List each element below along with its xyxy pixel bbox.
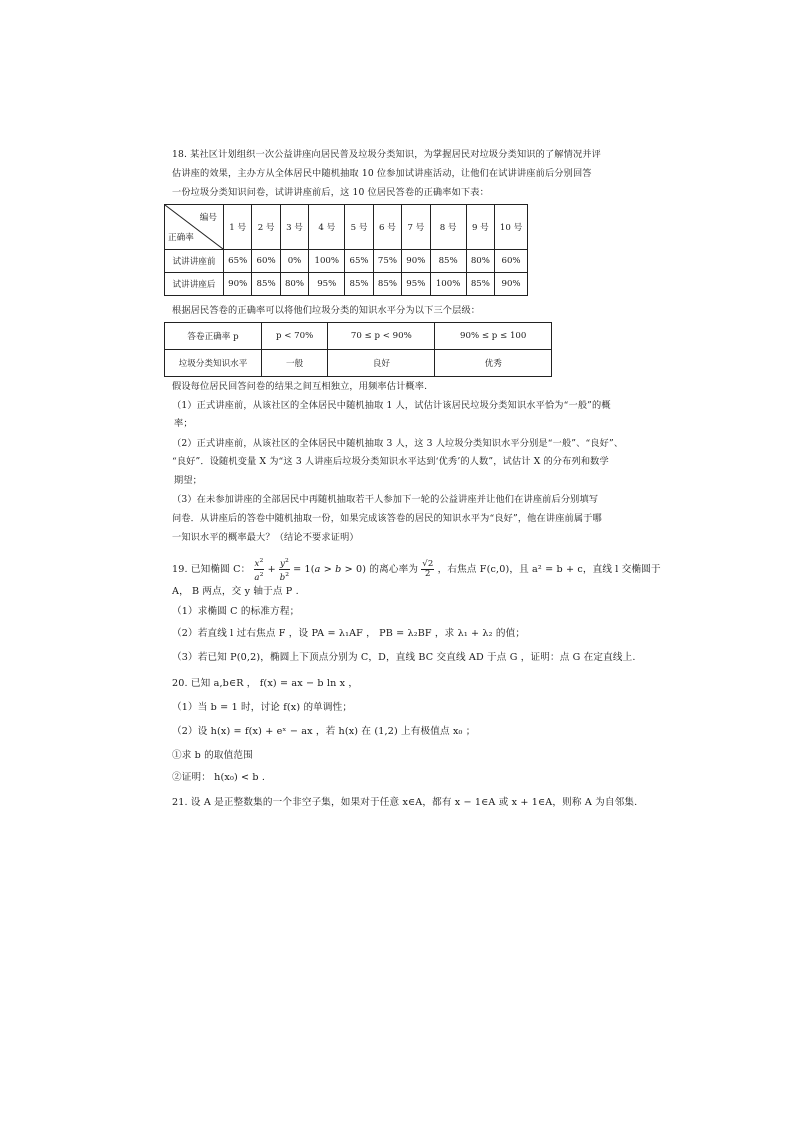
- table-header: 2 号: [252, 205, 280, 250]
- table-cell: 80%: [466, 250, 494, 273]
- q19-line-2: A， B 两点，交 y 轴于点 P .: [172, 586, 299, 597]
- table-cell: 90% ≤ p ≤ 100: [435, 323, 552, 350]
- table-cell: 90%: [402, 250, 430, 273]
- q18-part3-cont2: 一知识水平的概率最大？（结论不要求证明）: [172, 532, 359, 543]
- table-cell: 答卷正确率 p: [165, 323, 262, 350]
- corner-label-number: 编号: [199, 213, 217, 223]
- table-header: 1 号: [224, 205, 252, 250]
- q20-part1: （1）当 b = 1 时，讨论 f(x) 的单调性；: [172, 702, 353, 713]
- table-row: [165, 273, 528, 296]
- table-corner-cell: [165, 205, 224, 250]
- table-cell: 一般: [262, 350, 328, 377]
- q18-part1: （1）正式讲座前，从该社区的全体居民中随机抽取 1 人，试估计该居民垃圾分类知识水平恰为“一般”的概: [172, 400, 611, 411]
- table-cell: 85%: [430, 250, 466, 273]
- q19-part1: （1）求椭圆 C 的标准方程；: [172, 606, 300, 617]
- q19-part2: （2）若直线 l 过右焦点 F ，设 PA = λ₁AF ， PB = λ₂BF ，求 λ₁ + λ₂ 的值；: [172, 628, 526, 639]
- table-header: 9 号: [466, 205, 494, 250]
- q18-assumption: 假设每位居民回答问卷的结果之间互相独立，用频率估计概率.: [172, 381, 428, 392]
- table-header: 7 号: [402, 205, 430, 250]
- q20-sub2: ②证明： h(x₀) < b .: [172, 772, 266, 783]
- table-cell: 65%: [224, 250, 252, 273]
- table-header: 8 号: [430, 205, 466, 250]
- table-cell: 85%: [252, 273, 280, 296]
- table-cell: 0%: [280, 250, 308, 273]
- table-cell: 70 ≤ p < 90%: [328, 323, 435, 350]
- table-cell: 95%: [402, 273, 430, 296]
- q20-part2: （2）设 h(x) = f(x) + eˣ − ax ，若 h(x) 在 (1,2) 上有极值点 x₀ ；: [172, 726, 476, 737]
- table-cell: 100%: [430, 273, 466, 296]
- q18-part1-cont: 率；: [174, 418, 193, 429]
- q18-between: 根据居民答卷的正确率可以将他们垃圾分类的知识水平分为以下三个层级：: [172, 305, 481, 316]
- q18-line-1: 18. 某社区计划组织一次公益讲座向居民普及垃圾分类知识，为掌握居民对垃圾分类知识的了解情况并评: [172, 149, 601, 160]
- q19-intro-b: 的离心率为: [369, 563, 419, 575]
- table-cell: 良好: [328, 350, 435, 377]
- table-header: 3 号: [280, 205, 308, 250]
- row-label: 试讲讲座后: [165, 273, 224, 296]
- q19-intro-c: ，右焦点 F(c,0)，且 a² = b + c，直线 l 交椭圆于: [437, 563, 661, 575]
- row-label: 试讲讲座前: [165, 250, 224, 273]
- level-table: [164, 322, 552, 377]
- fraction: $\frac{x^2}{a^2}$: [254, 557, 264, 583]
- table-row: [165, 250, 528, 273]
- q18-part2: （2）正式讲座前，从该社区的全体居民中随机抽取 3 人，这 3 人垃圾分类知识水平分别是“一般”、“良好”、: [172, 438, 624, 449]
- q18-part2-cont: “良好”．设随机变量 X 为“这 3 人讲座后垃圾分类知识水平达到‘优秀’的人数”，试估计 X 的分布列和数学: [172, 456, 609, 467]
- table-cell: 75%: [373, 250, 401, 273]
- table-cell: 90%: [224, 273, 252, 296]
- table-header: 4 号: [309, 205, 345, 250]
- table-cell: 100%: [309, 250, 345, 273]
- fraction: $\frac{y^2}{b^2}$: [279, 557, 290, 583]
- q20-sub1: ①求 b 的取值范围: [172, 750, 253, 761]
- table-header: 6 号: [373, 205, 401, 250]
- table-cell: p < 70%: [262, 323, 328, 350]
- q18-line-3: 一份垃圾分类知识问卷，试讲讲座前后，这 10 位居民答卷的正确率如下表：: [172, 187, 489, 198]
- table-header: 5 号: [345, 205, 373, 250]
- corner-label-accuracy: 正确率: [168, 233, 194, 243]
- table-cell: 80%: [280, 273, 308, 296]
- accuracy-table: [164, 204, 528, 296]
- table-cell: 85%: [345, 273, 373, 296]
- q18-part3-cont: 问卷．从讲座后的答卷中随机抽取一份，如果完成该答卷的居民的知识水平为“良好”，他在讲座前属于哪: [172, 513, 602, 524]
- table-cell: 90%: [495, 273, 528, 296]
- table-cell: 60%: [252, 250, 280, 273]
- q19-part3: （3）若已知 P(0,2)，椭圆上下顶点分别为 C，D，直线 BC 交直线 AD 于点 G ，证明：点 G 在定直线上.: [172, 652, 636, 663]
- table-cell: 60%: [495, 250, 528, 273]
- table-cell: 65%: [345, 250, 373, 273]
- q19-intro-a: 19. 已知椭圆 C：: [172, 563, 251, 575]
- table-cell: 垃圾分类知识水平: [165, 350, 262, 377]
- q18-part2-cont2: 期望；: [174, 475, 203, 486]
- q19-intro: 19. 已知椭圆 C： $\frac{x^2}{a^2}$ + $\frac{y^2}{b^2}$ = 1(a > b > 0) 的离心率为 $\frac{√2}{2}$ ，右焦点 F(c,0)，且 a² = b + c，直线 l 交椭圆于: [172, 557, 661, 583]
- table-cell: 85%: [373, 273, 401, 296]
- q20-intro: 20. 已知 a,b∈R ， f(x) = ax − b ln x ，: [172, 678, 359, 689]
- table-row: [165, 323, 552, 350]
- table-cell: 95%: [309, 273, 345, 296]
- table-header: 10 号: [495, 205, 528, 250]
- table-cell: 85%: [466, 273, 494, 296]
- table-row: [165, 350, 552, 377]
- q18-line-2: 估讲座的效果，主办方从全体居民中随机抽取 10 位参加试讲座活动，让他们在试讲讲座前后分别回答: [172, 168, 592, 179]
- fraction: $\frac{√2}{2}$: [422, 558, 434, 579]
- q21-intro: 21. 设 A 是正整数集的一个非空子集，如果对于任意 x∈A，都有 x − 1∈A 或 x + 1∈A，则称 A 为自邻集.: [172, 797, 638, 808]
- table-cell: 优秀: [435, 350, 552, 377]
- q18-part3: （3）在未参加讲座的全部居民中再随机抽取若干人参加下一轮的公益讲座并让他们在讲座前后分别填写: [172, 494, 599, 505]
